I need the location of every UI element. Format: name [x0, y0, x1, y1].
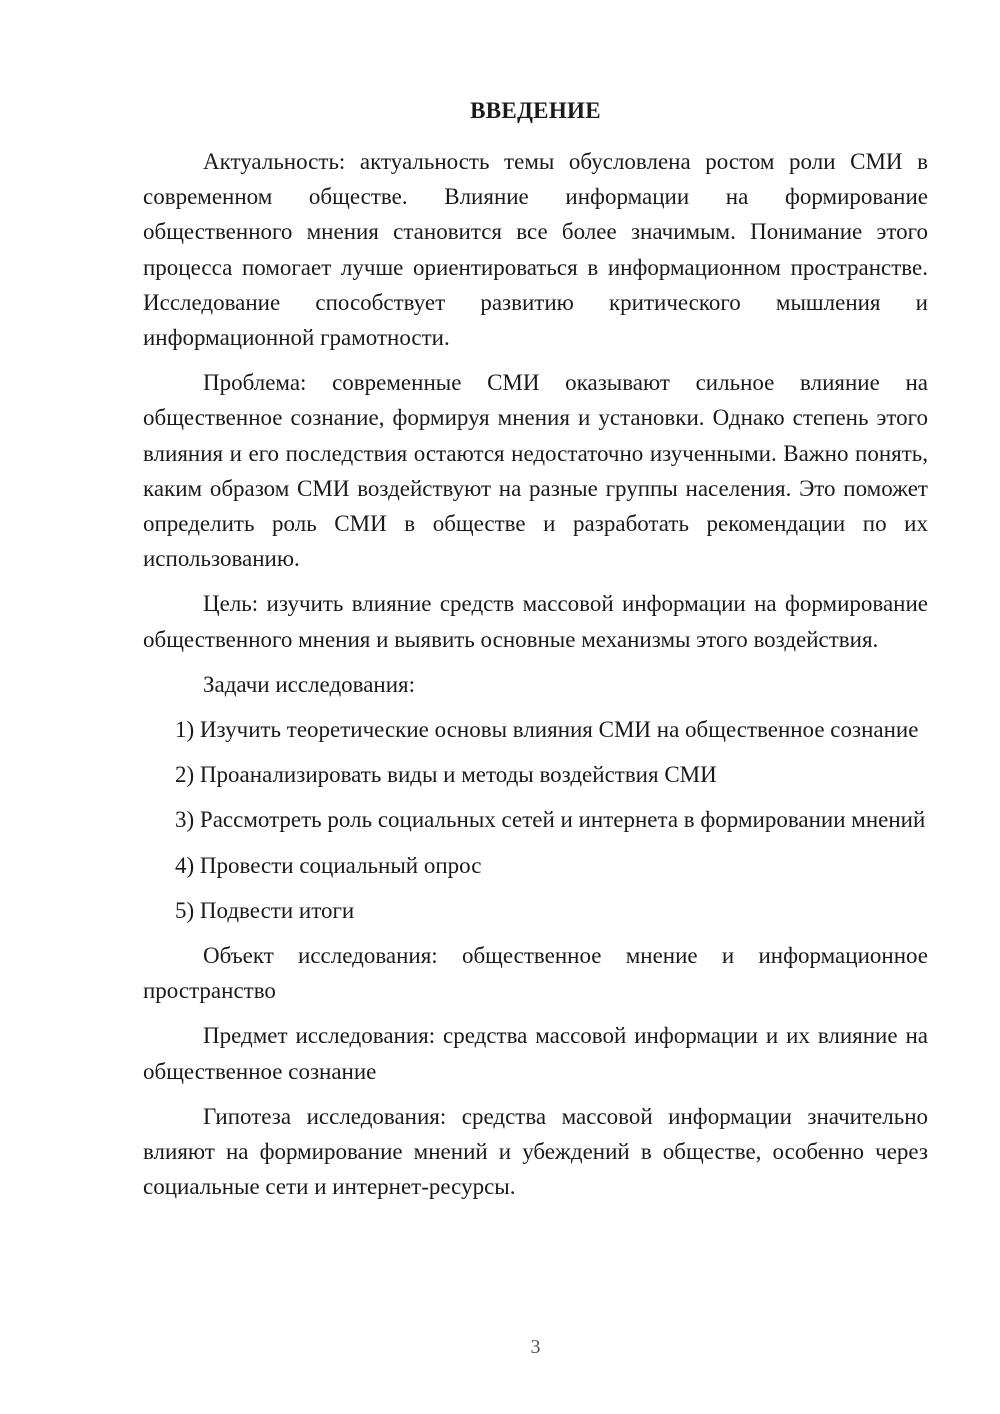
task-item-3: 3) Рассмотреть роль социальных сетей и интернета в формировании мнений — [175, 807, 926, 833]
task-item-5: 5) Подвести итоги — [175, 897, 355, 923]
task-item-1: 1) Изучить теоретические основы влияния СМИ на общественное сознание — [175, 717, 919, 743]
paragraph-problem: Проблема: современные СМИ оказывают сильное влияние на общественное сознание, формируя мнения и установки. Однако степень этого влияния и его последствия остаются недостаточно изученными. Важно понять, каким образом СМИ воздействуют на разные группы населения. Это поможет определить роль СМИ в обществе и разработать рекомендации по их использованию. — [143, 370, 928, 572]
task-item-2: 2) Проанализировать виды и методы воздействия СМИ — [175, 762, 717, 788]
paragraph-goal: Цель: изучить влияние средств массовой информации на формирование общественного мнения и выявить основные механизмы этого воздействия. — [143, 591, 928, 652]
paragraph-hypothesis: Гипотеза исследования: средства массовой информации значительно влияют на формирование мнений и убеждений в обществе, особенно через социальные сети и интернет-ресурсы. — [143, 1103, 928, 1200]
document-body — [143, 144, 928, 1214]
document-page — [143, 0, 928, 1414]
section-title: ВВЕДЕНИЕ — [470, 98, 601, 123]
page-number: 3 — [530, 1336, 541, 1358]
paragraph-tasks-heading: Задачи исследования: — [203, 671, 416, 697]
paragraph-relevance: Актуальность: актуальность темы обусловлена ростом роли СМИ в современном обществе. Влияние информации на формирование общественного мнения становится все более значимым. Понимание этого процесса помогает лучше ориентироваться в информационном пространстве. Исследование способствует развитию критического мышления и информационной грамотности. — [143, 149, 928, 351]
paragraph-subject: Предмет исследования: средства массовой информации и их влияние на общественное сознание — [143, 1023, 928, 1084]
paragraph-object: Объект исследования: общественное мнение и информационное пространство — [143, 943, 928, 1004]
task-item-4: 4) Провести социальный опрос — [175, 852, 482, 878]
